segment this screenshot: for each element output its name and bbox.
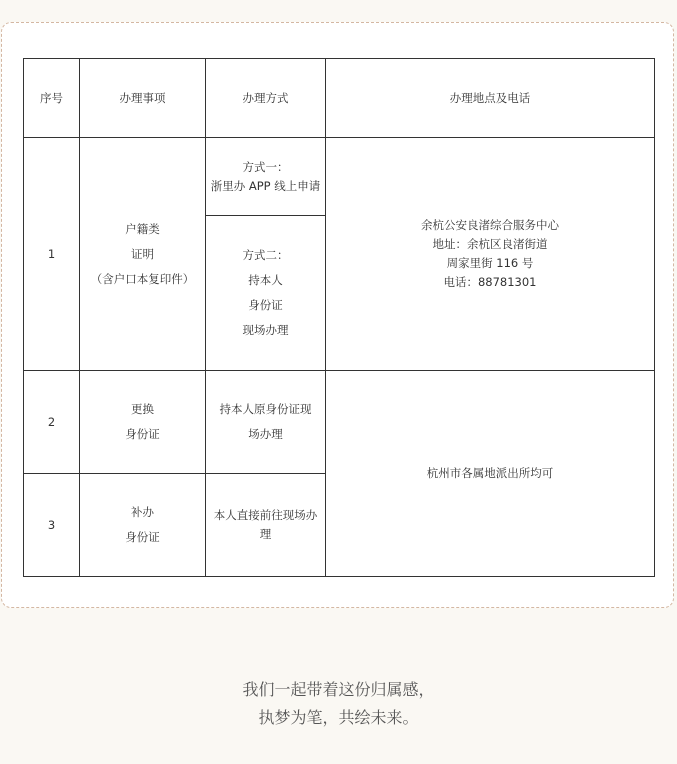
shared-location: 杭州市各属地派出所均可 bbox=[326, 371, 655, 577]
row-3-item: 补办 身份证 bbox=[80, 474, 206, 577]
row-1-number: 1 bbox=[24, 138, 80, 371]
header-location: 办理地点及电话 bbox=[326, 59, 655, 138]
row-1-method-online: 方式一： 浙里办 APP 线上申请 bbox=[206, 138, 326, 216]
header-number: 序号 bbox=[24, 59, 80, 138]
row-3-method: 本人直接前往现场办 理 bbox=[206, 474, 326, 577]
row-1-location: 余杭公安良渚综合服务中心 地址：余杭区良渚街道 周家里街 116 号 电话：88781301 bbox=[326, 138, 655, 371]
row-2-item: 更换 身份证 bbox=[80, 371, 206, 474]
content-card bbox=[1, 22, 674, 608]
row-1-item: 户籍类 证明 （含户口本复印件） bbox=[80, 138, 206, 371]
header-item: 办理事项 bbox=[80, 59, 206, 138]
footer-slogan bbox=[0, 676, 677, 732]
slogan-line-1: 我们一起带着这份归属感， bbox=[242, 680, 435, 699]
service-table bbox=[23, 58, 655, 577]
slogan-line-2: 执梦为笔，共绘未来。 bbox=[258, 708, 419, 727]
header-method: 办理方式 bbox=[206, 59, 326, 138]
row-1-method-offline: 方式二： 持本人 身份证 现场办理 bbox=[206, 216, 326, 371]
row-3-number: 3 bbox=[24, 474, 80, 577]
table-row bbox=[24, 138, 655, 216]
table-header-row bbox=[24, 59, 655, 138]
row-2-number: 2 bbox=[24, 371, 80, 474]
row-2-method: 持本人原身份证现 场办理 bbox=[206, 371, 326, 474]
table-row bbox=[24, 371, 655, 474]
